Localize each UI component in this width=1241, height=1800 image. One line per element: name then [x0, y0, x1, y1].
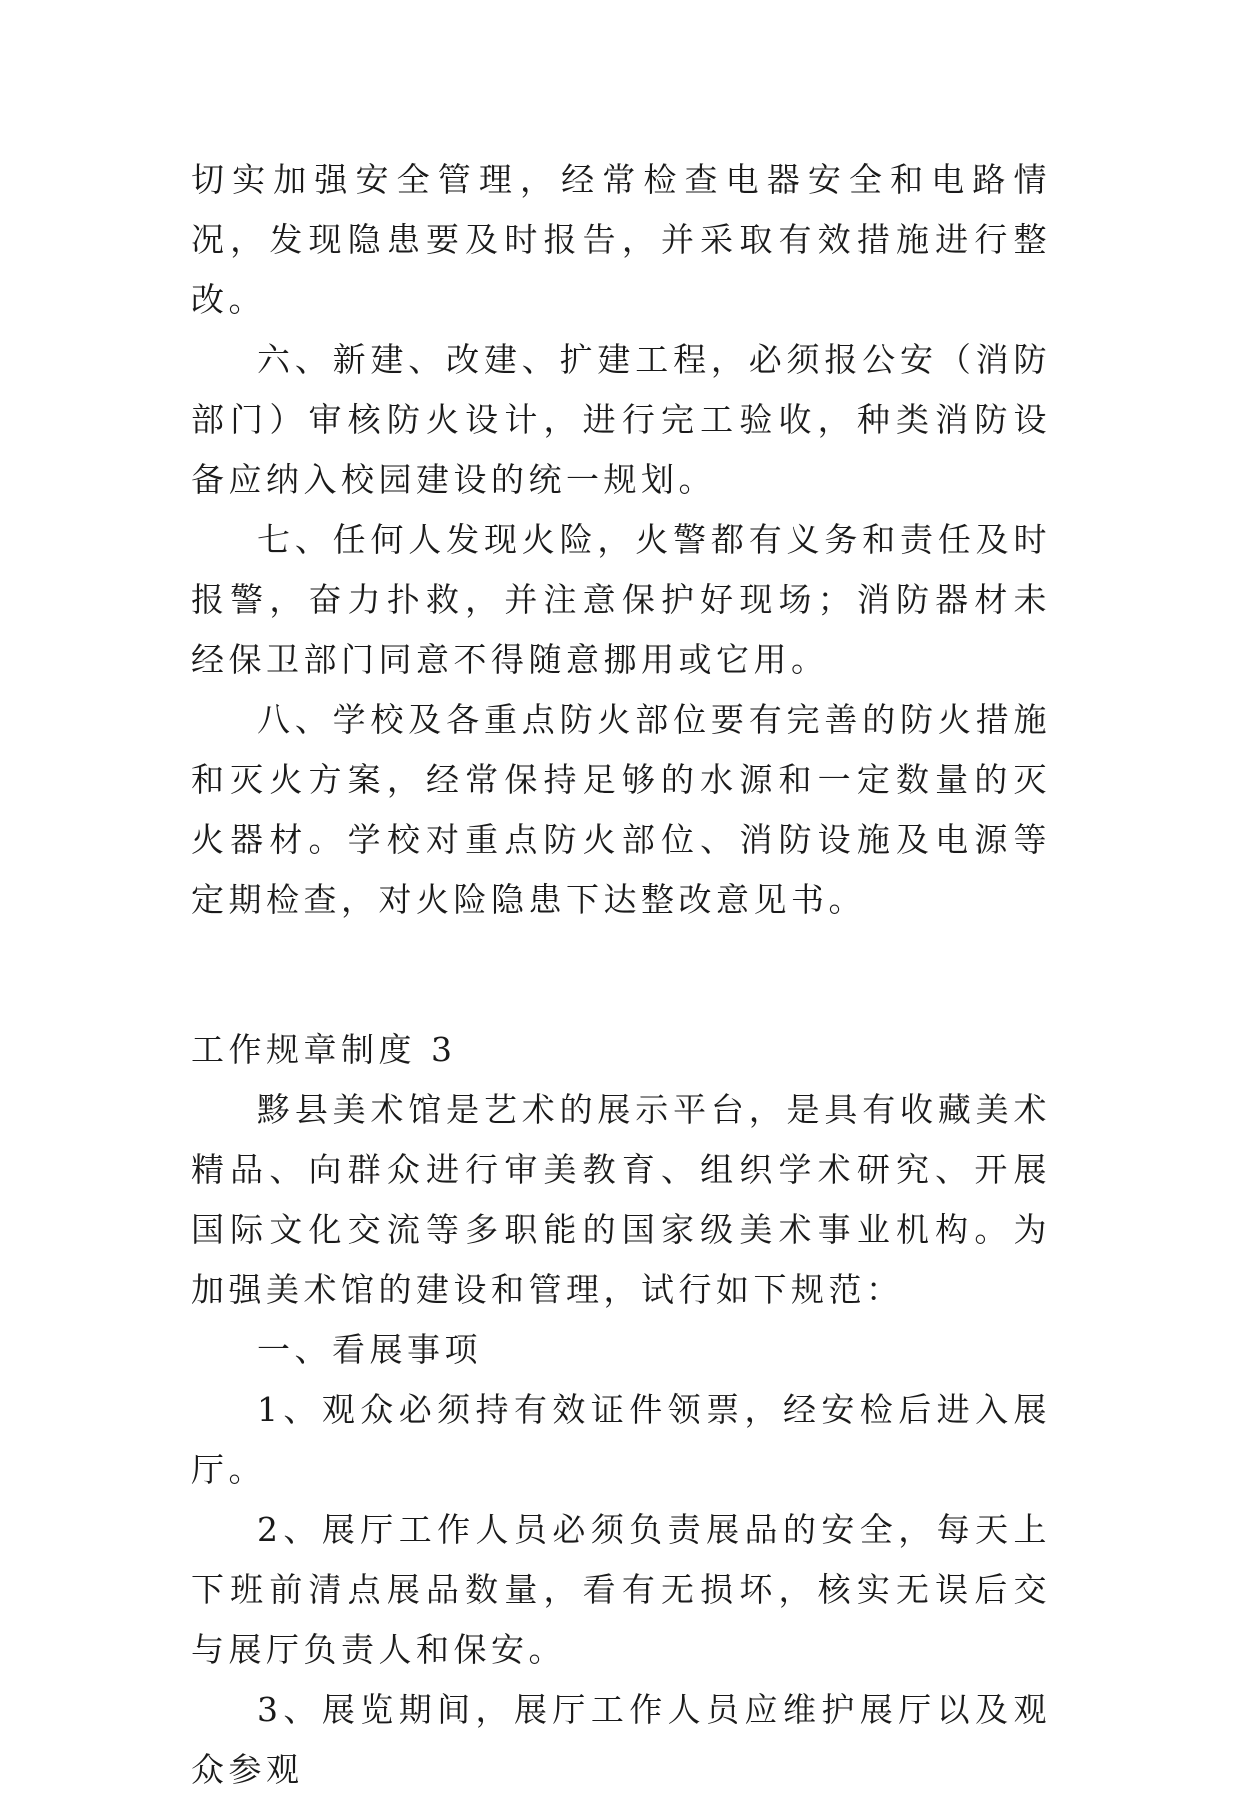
paragraph-rule-3: 3、展览期间，展厅工作人员应维护展厅以及观众参观 [191, 1690, 1051, 1789]
paragraph-item-7: 七、任何人发现火险，火警都有义务和责任及时报警，奋力扑救，并注意保护好现场；消防器材未经保卫部门同意不得随意挪用或它用。 [191, 520, 1051, 679]
section-title: 工作规章制度 3 [191, 1030, 457, 1069]
paragraph-item-6: 六、新建、改建、扩建工程，必须报公安（消防部门）审核防火设计，进行完工验收，种类消防设备应纳入校园建设的统一规划。 [191, 340, 1051, 499]
paragraph-intro: 黟县美术馆是艺术的展示平台，是具有收藏美术精品、向群众进行审美教育、组织学术研究、开展国际文化交流等多职能的国家级美术事业机构。为加强美术馆的建设和管理，试行如下规范： [191, 1090, 1051, 1309]
paragraph-item-8: 八、学校及各重点防火部位要有完善的防火措施和灭火方案，经常保持足够的水源和一定数量的灭火器材。学校对重点防火部位、消防设施及电源等定期检查，对火险隐患下达整改意见书。 [191, 700, 1051, 919]
document-page [191, 150, 1051, 1800]
paragraph-rule-1: 1、观众必须持有效证件领票，经安检后进入展厅。 [191, 1390, 1051, 1489]
paragraph-rule-2: 2、展厅工作人员必须负责展品的安全，每天上下班前清点展品数量，看有无损坏，核实无误后交与展厅负责人和保安。 [191, 1510, 1051, 1669]
paragraph-continuation: 切实加强安全管理，经常检查电器安全和电路情况，发现隐患要及时报告，并采取有效措施进行整改。 [191, 160, 1051, 319]
paragraph-heading-1: 一、看展事项 [257, 1330, 482, 1369]
